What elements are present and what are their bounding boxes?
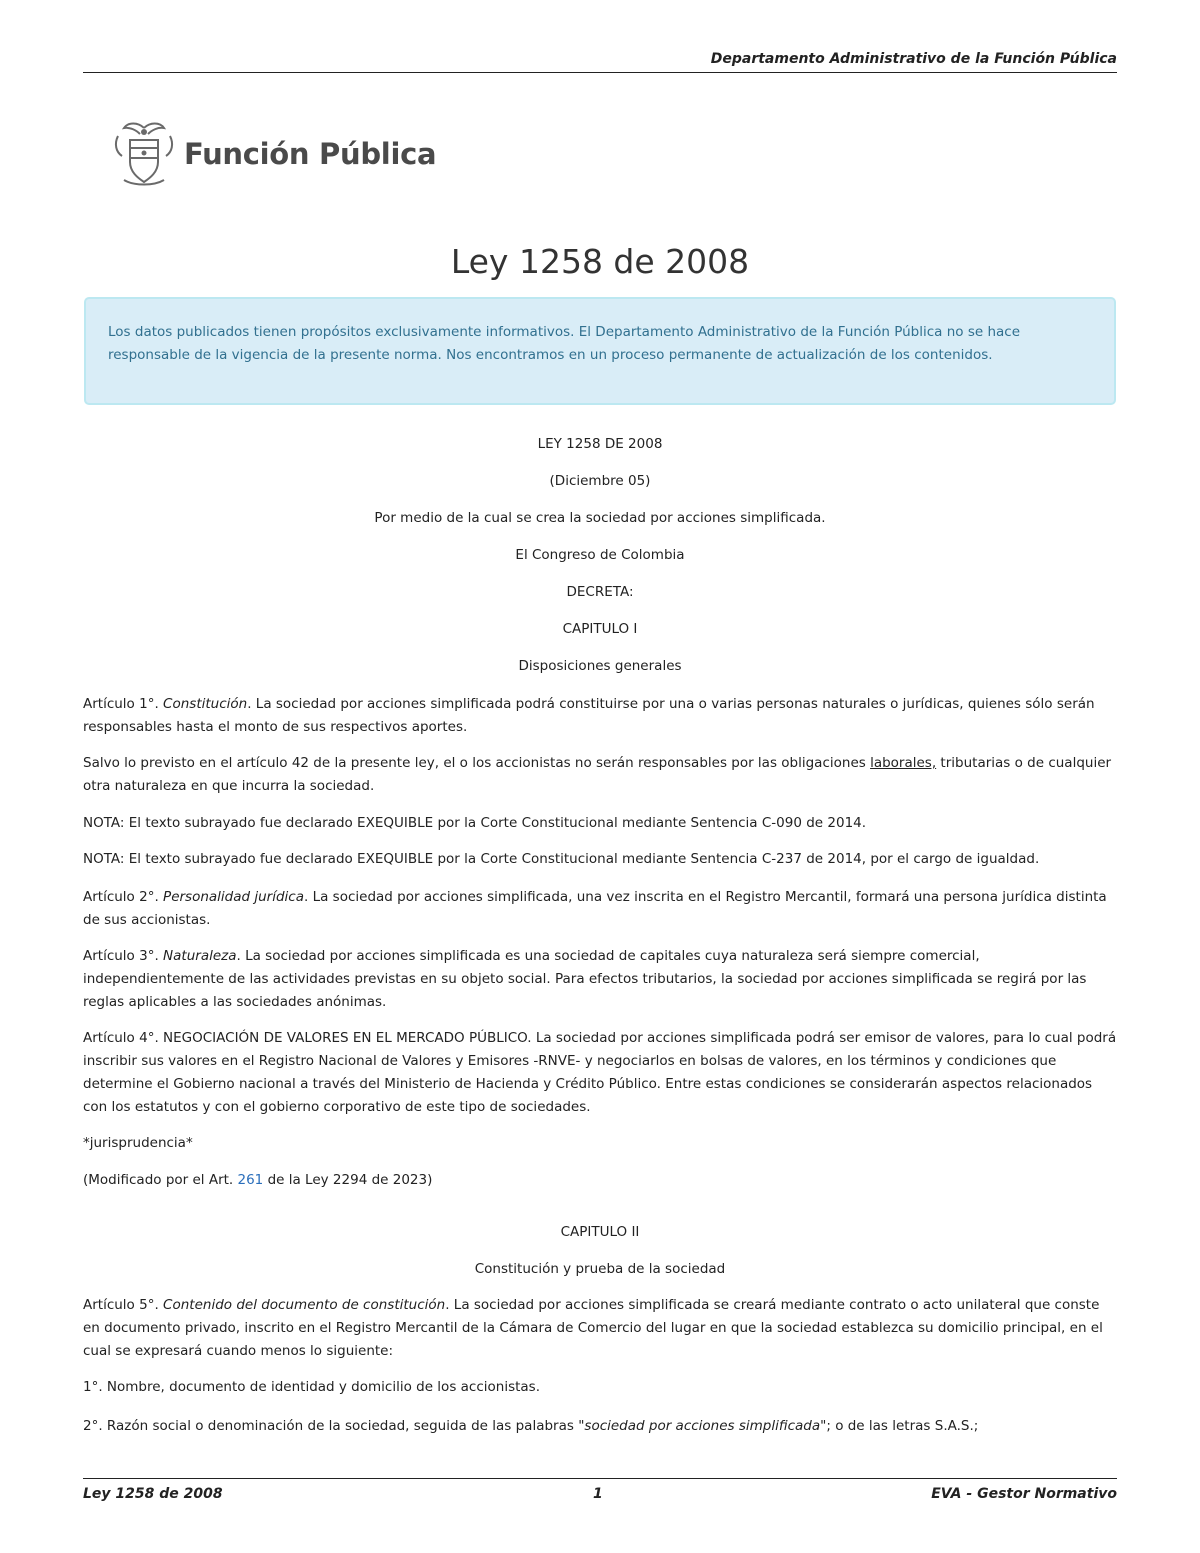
article-5-item-2: 2°. Razón social o denominación de la sociedad, seguida de las palabras "sociedad por acciones simplificada"; o de las letras S.A.S.;	[83, 1418, 979, 1434]
law-issuer: El Congreso de Colombia	[515, 547, 685, 563]
chapter-2-title: Constitución y prueba de la sociedad	[474, 1261, 726, 1277]
page-number: 1	[593, 1486, 603, 1502]
note-c090: NOTA: El texto subrayado fue declarado EXEQUIBLE por la Corte Constitucional mediante Sentencia C-090 de 2014.	[83, 815, 867, 831]
article-5-item-1: 1°. Nombre, documento de identidad y domicilio de los accionistas.	[83, 1379, 540, 1395]
jurisprudencia-label: *jurisprudencia*	[83, 1135, 193, 1151]
page-header	[83, 48, 1117, 73]
article-3: Artículo 3°. Naturaleza. La sociedad por acciones simplificada es una sociedad de capitales cuya naturaleza será siempre comercial, independientemente de las actividades previstas en su objeto social. Para efectos tributarios, la sociedad por acciones simplificada se regirá por las reglas aplicables a las sociedades anónimas.	[83, 948, 1087, 1010]
colombia-coat-of-arms-icon	[110, 118, 178, 190]
law-heading: LEY 1258 DE 2008	[537, 436, 663, 452]
underlined-text: laborales,	[870, 755, 937, 771]
decreta-heading: DECRETA:	[566, 584, 634, 600]
brand-name: Función Pública	[184, 137, 437, 171]
modification-note: (Modificado por el Art. 261 de la Ley 2294 de 2023)	[83, 1172, 433, 1188]
note-c237: NOTA: El texto subrayado fue declarado EXEQUIBLE por la Corte Constitucional mediante Sentencia C-237 de 2014, por el cargo de igualdad.	[83, 851, 1040, 867]
funcion-publica-logo	[110, 118, 436, 190]
article-1: Artículo 1°. Constitución. La sociedad por acciones simplificada podrá constituirse por una o varias personas naturales o jurídicas, quienes sólo serán responsables hasta el monto de sus respectivos aportes.	[83, 696, 1095, 735]
footer-law-name: Ley 1258 de 2008	[83, 1486, 223, 1502]
page-footer	[83, 1478, 1117, 1508]
article-261-link[interactable]: 261	[237, 1172, 264, 1188]
article-2: Artículo 2°. Personalidad jurídica. La sociedad por acciones simplificada, una vez inscrita en el Registro Mercantil, formará una persona jurídica distinta de sus accionistas.	[83, 889, 1107, 928]
chapter-2-heading: CAPITULO II	[560, 1224, 640, 1240]
article-5: Artículo 5°. Contenido del documento de constitución. La sociedad por acciones simplificada se creará mediante contrato o acto unilateral que conste en documento privado, inscrito en el Registro Mercantil de la Cámara de Comercio del lugar en que la sociedad establezca su domicilio principal, en el cual se expresará cuando menos lo siguiente:	[83, 1297, 1103, 1359]
document-title: Ley 1258 de 2008	[450, 242, 750, 281]
law-date: (Diciembre 05)	[549, 473, 651, 489]
law-subject: Por medio de la cual se crea la sociedad por acciones simplificada.	[374, 510, 826, 526]
footer-system-name: EVA - Gestor Normativo	[931, 1486, 1117, 1502]
department-name: Departamento Administrativo de la Función Pública	[710, 51, 1117, 67]
chapter-1-heading: CAPITULO I	[562, 621, 638, 637]
article-1-paragraph-2: Salvo lo previsto en el artículo 42 de la presente ley, el o los accionistas no serán responsables por las obligaciones laborales, tributarias o de cualquier otra naturaleza en que incurra la sociedad.	[83, 755, 1112, 794]
chapter-1-title: Disposiciones generales	[518, 658, 682, 674]
article-4: Artículo 4°. NEGOCIACIÓN DE VALORES EN EL MERCADO PÚBLICO. La sociedad por acciones simplificada podrá ser emisor de valores, para lo cual podrá inscribir sus valores en el Registro Nacional de Valores y Emisores -RNVE- y negociarlos en bolsas de valores, en los términos y condiciones que determine el Gobierno nacional a través del Ministerio de Hacienda y Crédito Público. Entre estas condiciones se considerarán aspectos relacionados con los estatutos y con el gobierno corporativo de este tipo de sociedades.	[83, 1030, 1117, 1115]
disclaimer-notice: Los datos publicados tienen propósitos exclusivamente informativos. El Departamento Administrativo de la Función Pública no se hace responsable de la vigencia de la presente norma. Nos encontramos en un proceso permanente de actualización de los contenidos.	[84, 297, 1116, 405]
